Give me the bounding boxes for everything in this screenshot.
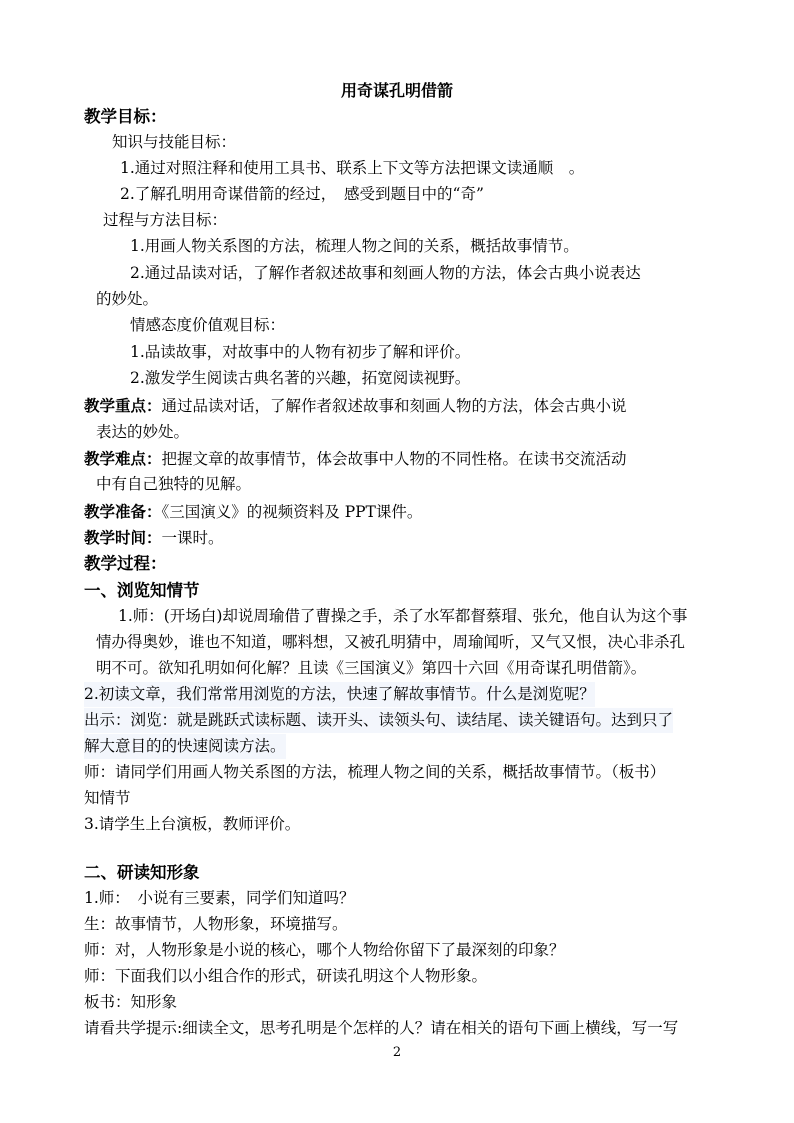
difficulty-line-2: 中有自己独特的见解。 [96, 475, 252, 493]
time-line [84, 525, 224, 551]
section-2-heading: 二、研读知形象 [84, 863, 200, 882]
s2-para-2: 生：故事情节，人物形象，环境描写。 [84, 915, 348, 933]
section-1-heading: 一、浏览知情节 [84, 581, 200, 600]
time-text: 一课时。 [161, 529, 224, 547]
focus-line-1 [84, 393, 627, 419]
process-item-2-line-2: 的妙处。 [96, 290, 159, 308]
knowledge-heading: 知识与技能目标： [112, 133, 237, 151]
page-number: 2 [392, 1045, 402, 1060]
prep-text: 《三国演义》的视频资料及 PPT课件。 [161, 503, 423, 521]
focus-label: 教学重点： [84, 396, 162, 415]
knowledge-item-1: 1.通过对照注释和使用工具书、联系上下文等方法把课文读通顺 。 [120, 159, 585, 177]
s1-para-2: 2.初读文章，我们常常用浏览的方法，快速了解故事情节。什么是浏览呢？ [84, 682, 595, 707]
emotion-item-1: 1.品读故事，对故事中的人物有初步了解和评价。 [130, 343, 471, 361]
s1-para-4-line-1: 师：请同学们用画人物关系图的方法，梳理人物之间的关系，概括故事情节。（板书） [84, 763, 666, 781]
emotion-heading: 情感态度价值观目标： [130, 316, 286, 334]
time-label: 教学时间： [84, 528, 162, 547]
prep-label: 教学准备： [84, 502, 162, 521]
difficulty-line-1 [84, 446, 627, 472]
s1-para-5: 3.请学生上台演板，教师评价。 [84, 815, 301, 833]
procedure-heading: 教学过程： [84, 554, 167, 573]
s2-para-3: 师：对，人物形象是小说的核心，哪个人物给你留下了最深刻的印象？ [84, 941, 565, 959]
s1-para-1-line-3: 明不可。欲知孔明如何化解？且读《三国演义》第四十六回《用奇谋孔明借箭》。 [96, 659, 647, 677]
goals-heading: 教学目标： [84, 107, 167, 126]
process-item-2-line-1: 2.通过品读对话，了解作者叙述故事和刻画人物的方法，体会古典小说表达 [130, 264, 641, 282]
s2-para-4: 师：下面我们以小组合作的形式，研读孔明这个人物形象。 [84, 967, 488, 985]
difficulty-text: 把握文章的故事情节，体会故事中人物的不同性格。在读书交流活动 [161, 450, 627, 468]
difficulty-label: 教学难点： [84, 449, 162, 468]
process-item-1: 1.用画人物关系图的方法，梳理人物之间的关系，概括故事情节。 [130, 237, 579, 255]
s1-para-4-line-2: 知情节 [84, 789, 131, 807]
focus-text: 通过品读对话，了解作者叙述故事和刻画人物的方法，体会古典小说 [161, 397, 627, 415]
s2-para-6: 请看共学提示:细读全文，思考孔明是个怎样的人？请在相关的语句下画上横线，写一写 [84, 1019, 679, 1037]
s1-para-1-line-2: 情办得奥妙，谁也不知道，哪料想，又被孔明猜中，周瑜闻听，又气又恨，决心非杀孔 [96, 633, 686, 651]
s1-para-3-line-2: 解大意目的的快速阅读方法。 [84, 734, 286, 759]
prep-line [84, 499, 422, 525]
knowledge-item-2: 2.了解孔明用奇谋借箭的经过， 感受到题目中的“奇” [120, 185, 484, 203]
doc-title: 用奇谋孔明借箭 [340, 81, 453, 100]
process-heading: 过程与方法目标： [103, 211, 228, 229]
focus-line-2: 表达的妙处。 [96, 423, 190, 441]
s1-para-3-line-1: 出示：浏览：就是跳跃式读标题、读开头、读领头句、读结尾、读关键语句。达到只了 [84, 708, 673, 733]
s2-para-5: 板书：知形象 [84, 993, 178, 1011]
emotion-item-2: 2.激发学生阅读古典名著的兴趣，拓宽阅读视野。 [130, 369, 471, 387]
s1-para-1-line-1: 1.师：(开场白)却说周瑜借了曹操之手，杀了水军都督蔡瑁、张允，他自认为这个事 [118, 607, 688, 625]
s2-para-1: 1.师： 小说有三要素，同学们知道吗？ [84, 889, 355, 907]
